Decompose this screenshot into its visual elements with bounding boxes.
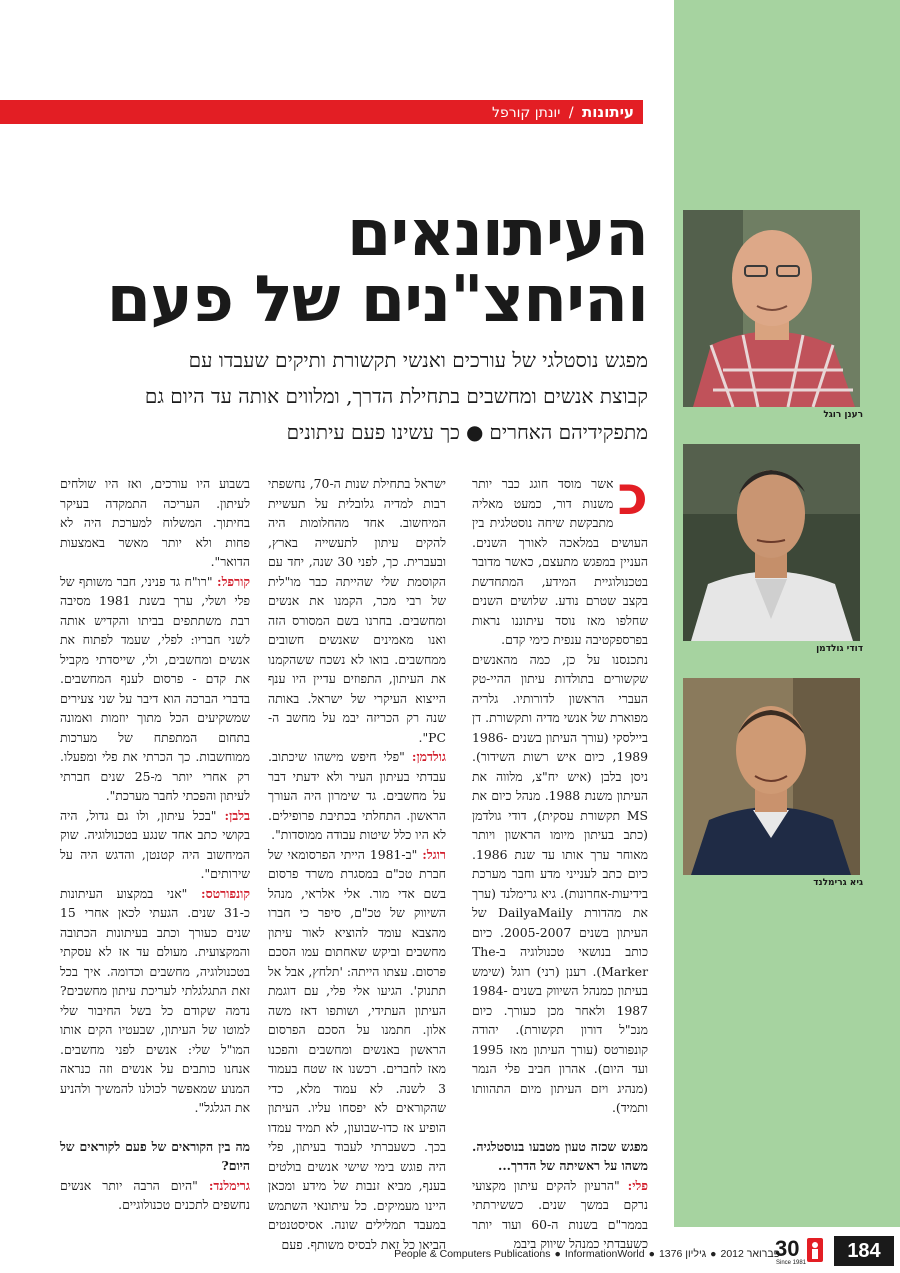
speaker-label: רוגל: — [422, 846, 446, 862]
question-1: מפגש שכזה טעון מטבעו בנוסטלגיה. משהו על ראשיתה של הדרך... — [472, 1138, 648, 1173]
publisher-name: People & Computers Publications — [394, 1248, 551, 1260]
bullet-icon: ● — [554, 1248, 561, 1260]
article-column-1 — [472, 464, 648, 1251]
photo-caption: דודי גולדמן — [816, 644, 863, 654]
logo-mark-icon — [807, 1238, 823, 1262]
subheadline — [48, 342, 648, 450]
speaker-label: פלי: — [627, 1177, 648, 1193]
speaker-label: גולדמן: — [411, 749, 446, 764]
intro-paragraph: אשר מוסד חוגג כבר יותר משנות דור, כמעט מאליה מתבקשת שיחה נוסטלגית בין העושים במלאכה לאורך השנים. העניין במפגש מתעצם, כאשר מדובר בטכנולוגיית המידע, המתחדשת בקצב שטרם נודע. שלושים השנים שחלפו מאז נוסד עיתוננו נראות בפרספקטיבה ענפית כימי קדם. — [472, 476, 648, 647]
answer-text: "אני במקצוע העיתונות כ-31 שנים. הגעתי לכאן אחרי 15 שנים כעורך וכתב בעיתונות הכתובה והמקצועית. מעולם עד אז לא עסקתי בטכנולוגיה, מחשבים וכדומה. איך בכל זאת התגלגלתי לעריכת עיתון מחשבים? נדמה שקודם כל בשל החיבור שלי למוטו של העיתון, שבעטיו הקים אותו המו"ל שלי: אנשים לפני מחשבים. אנחנו כותבים על אנשים וזה כנראה המנוע שמאפשר לכולנו להמשיך ולהניע את הגלגל". — [60, 885, 250, 1115]
issue-date: פברואר 2012 — [720, 1248, 780, 1260]
bullet-icon: ● — [465, 420, 484, 444]
answer-text: "ב-1981 הייתי הפרסומאי של חברת טכ"ם במסגרת משרד פרסום בשם אדי מור. אלי אלראי, מנהל השיווק של טכ"ם, סיפר כי חברו מהצבא עומד להוציא לאור עיתון מחשבים וביקש שאחתום עמו הסכם פרסום. עצתו הייתה: 'תלחץ, אבל אל תתנוק'. הגיעו אלי פלי, עם דוגמת העיתון העתידי, ושותפו דאז משה אלון. חתמנו על הסכם הפרסום הראשון באנשים ומחשבים והפכנו מאז לחברים. רכשנו אז שטח בעמוד 3 לשנה. לא עמוד מלא, כדי שהקוראים לא יפסחו עליו. העיתון הופיע אז כדו-שבועון, לא תמיד עמדו בכך. כשעברתי לעבוד בעיתון, פלי היה פוגש בימי שישי אנשים בולטים בענף, מביא זנבות של מידע ומכאן היינו מעמיקים. כל עיתונאי השתמש במעבד תמלילים שונה. אסיסטנטים הביאו כל זאת לבסיס משותף. פעם — [268, 846, 446, 1252]
subhead-line-1: מפגש נוסטלגי של עורכים ואנשי תקשורת ותיקים שעבדו עם — [188, 348, 648, 372]
article-column-3 — [60, 474, 250, 1212]
headline-line-1: העיתונאים — [346, 197, 648, 271]
question-2: מה בין הקוראים של פעם לקוראים של היום? — [60, 1138, 250, 1173]
subhead-line-3b: כך עשינו פעם עיתונים — [286, 420, 460, 444]
anniversary-logo — [775, 1238, 827, 1268]
article-column-2 — [268, 474, 447, 1252]
subhead-line-2: קבוצת אנשים ומחשבים בתחילת הדרך, ומלווים אותה עד היום גם — [144, 384, 648, 408]
answer-text: בשבוע היו עורכים, ואז היו שולחים לעיתון. העריכה התמקדה בעיקר בחיתוך. המשלוח למערכת היה לא פחות ולא יותר מאשר באמצעות הדואר". — [60, 476, 250, 569]
participants-paragraph: נתכנסנו על כן, כמה מהאנשים שקשורים בתולדות עיתון ההיי-טק העברי הראשון לדורותיו. גלריה מפוארת של אנשי מדיה ותקשורת. דן ביילסקי (עורך העיתון בשנים 1986-1989, כיום איש רשות השידור). ניסן בלבן (איש יח"צ, מלווה את העיתון משנת 1988. מנהל כיום את MS תקשורת עסקית), דודי גולדמן (כתב בעיתון מיומו הראשון ויותר מאוחר ערך אותו עד שנת 1986. כיום כתב לענייני מדע וחבר מערכת בידיעות-אחרונות). גיא גרימלנד (ערך את מהדורת DailyaMaily של העיתון בשנים 2005-2007. כיום כותב בנושאי טכנולוגיה ב-The Marker). רענן (רני) רוגל (שימש בעיתון כמנהל השיווק בשנים 1984-1987 ולאחר מכן כעורך. כיום מנכ"ל דורון תקשורת). יהודה קונפורטס (עורך העיתון מאז 1995 ועד היום). אהרון חביב פלי הנמר (מנהיג ויזם העיתון מיום התהוותו ותמיד). — [472, 651, 648, 1115]
speaker-label: גרימלנד: — [208, 1177, 250, 1193]
answer-text: "היום הרבה יותר אנשים נחשפים לתכנים טכנולוגיים. — [60, 1177, 250, 1212]
answer-text: "בכל עיתון, ולו גם גדול, היה בקושי כתב אחד שנגע בטכנולוגיה. שוק המיחשוב היה קטנטן, והדגש היה על שירותים". — [60, 807, 250, 881]
subhead-line-3 — [48, 414, 648, 450]
portrait-photo-2 — [683, 444, 860, 641]
bullet-icon: ● — [648, 1248, 655, 1260]
portrait-photo-3 — [683, 678, 860, 875]
headline-line-2: והיחצ"נים של פעם — [106, 263, 648, 337]
speaker-label: קורפל: — [217, 573, 250, 589]
section-separator: / — [568, 105, 574, 121]
author-name: יונתן קורפל — [492, 105, 561, 121]
section-name: עיתונות — [582, 103, 634, 121]
speaker-label: קונפורטס: — [201, 885, 250, 901]
speaker-label: בלבן: — [224, 807, 250, 823]
answer-text: "רו"ח גד פניני, חבר משותף של פלי ושלי, ערך בשנת 1981 מסיבה רבת משתתפים בביתו והקדיש אותה לשני חבריו: לפלי, שעמד לפתוח את אנשים ומחשבים, ולי, שייסדתי מקביל את קדם - פרסום לענף המחשבים. בדברי הברכה הוא דיבר על שני צעירים שמשקיעים הכל מתוך יוזמות ואמונה בתחום המתפתח של מערכות ממוחשבות. כך הכרתי את פלי ומפעלו. רק אחרי יותר מ-25 שנים חברתי לעיתון והפכתי לחבר מערכת". — [60, 573, 251, 803]
answer-text: "הרעיון להקים עיתון מקצועי נרקם במשך שנים. כששירתתי בממר"ם בשנות ה-60 ועוד יותר כשעבדתי כמנהל שיווק ביבמ — [472, 1177, 648, 1251]
issue-number: גיליון 1376 — [658, 1248, 707, 1260]
page-footer — [394, 1243, 780, 1265]
section-label — [492, 100, 634, 124]
subhead-line-3a: מתפקידיהם האחרים — [489, 420, 648, 444]
photo-caption: גיא גרימלנד — [813, 878, 863, 888]
site-name: InformationWorld — [564, 1248, 645, 1260]
bullet-icon: ● — [710, 1248, 717, 1260]
answer-text: ישראל בתחילת שנות ה-70, נחשפתי רבות למדיה גלובלית על תעשיית המיחשוב. אחד מהחלומות היה להקים עיתון לתעשייה בארץ, ובעברית. כך, לפני 30 שנה, יחד עם הקוסמת שלי שהייתה כבר מו"לית של רבי מכר, הקמנו את אנשים ומחשבים. בחרנו בשם המסורס הזה ואנו מאמינים שאנשים חשובים ממחשבים. בואו לא נשכח ששהקמנו את העיתון, התפוזים עדיין היו ענף הייצוא העיקרי של ישראל. באותה שנה רק הכריזה יבמ על מחשב ה-PC". — [268, 476, 447, 745]
page-number: 184 — [834, 1236, 894, 1266]
answer-text: "פלי חיפש מישהו שיכתוב. עבדתי בעיתון העיר ולא ידעתי דבר על מחשבים. גד שימרון היה העורך הראשון. התחלתי בכתיבת פרופילים. לא היו כלל שיטות עבודה ממוסדות". — [268, 749, 446, 842]
drop-cap: כ — [617, 464, 648, 527]
logo-number: 30 — [775, 1236, 800, 1261]
portrait-photo-1 — [683, 210, 860, 407]
logo-since: Since 1981 — [776, 1260, 807, 1266]
photo-caption: רענן רוגל — [823, 410, 863, 420]
